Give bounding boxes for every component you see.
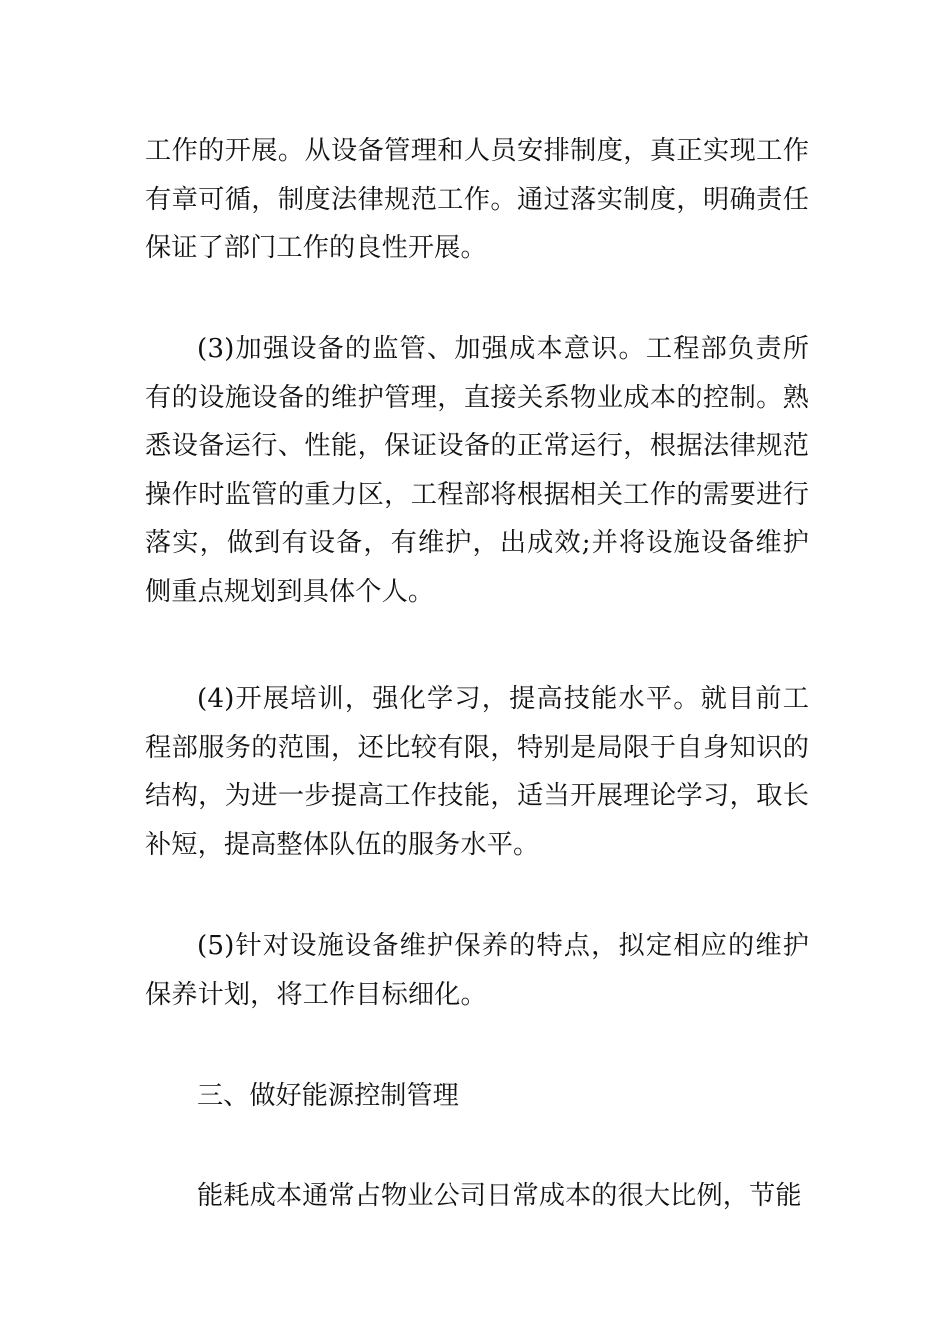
section-heading: 三、做好能源控制管理 xyxy=(197,1081,459,1111)
paragraph-item-5: (5)针对设施设备维护保养的特点，拟定相应的维护保养计划，将工作目标细化。 xyxy=(145,931,809,1010)
paragraph-energy: 能耗成本通常占物业公司日常成本的很大比例，节能 xyxy=(197,1181,802,1211)
paragraph-continuation: 工作的开展。从设备管理和人员安排制度，真正实现工作有章可循，制度法律规范工作。通过落实制度，明确责任保证了部门工作的良性开展。 xyxy=(145,136,809,263)
paragraph-item-4: (4)开展培训，强化学习，提高技能水平。就目前工程部服务的范围，还比较有限，特别是局限于自身知识的结构，为进一步提高工作技能，适当开展理论学习，取长补短，提高整体队伍的服务水平。 xyxy=(145,684,809,860)
paragraph-item-3: (3)加强设备的监管、加强成本意识。工程部负责所有的设施设备的维护管理，直接关系物业成本的控制。熟悉设备运行、性能，保证设备的正常运行，根据法律规范操作时监管的重力区，工程部将根据相关工作的需要进行落实，做到有设备，有维护，出成效;并将设施设备维护侧重点规划到具体个人。 xyxy=(145,334,809,607)
